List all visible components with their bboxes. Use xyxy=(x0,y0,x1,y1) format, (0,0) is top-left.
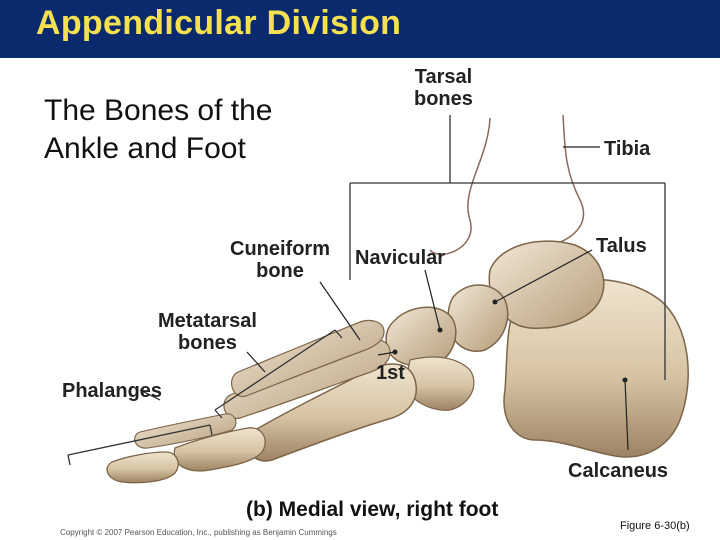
label-cuneiform-line-1: Cuneiform xyxy=(230,238,330,260)
label-talus: Talus xyxy=(596,235,647,257)
label-metatarsal-bones xyxy=(158,310,257,354)
label-navicular: Navicular xyxy=(355,247,446,269)
label-tarsal-line-2: bones xyxy=(414,88,473,110)
copyright-notice: Copyright © 2007 Pearson Education, Inc., publishing as Benjamin Cummings xyxy=(60,528,337,537)
figure-caption: (b) Medial view, right foot xyxy=(246,498,499,521)
label-metatarsal-line-2: bones xyxy=(178,332,237,354)
label-phalanges: Phalanges xyxy=(62,380,163,402)
subtitle-line-2: Ankle and Foot xyxy=(44,132,246,165)
navicular-bone xyxy=(448,285,508,351)
page-title: Appendicular Division xyxy=(36,4,402,42)
label-tarsal-line-1: Tarsal xyxy=(414,66,473,88)
subtitle-line-1: The Bones of the xyxy=(44,94,273,127)
figure-reference: Figure 6-30(b) xyxy=(620,520,690,532)
distal-phalanx-bone xyxy=(107,452,178,483)
label-tibia: Tibia xyxy=(604,138,651,160)
label-tarsal-bones xyxy=(414,66,473,110)
label-metatarsal-line-1: Metatarsal xyxy=(158,310,257,332)
label-calcaneus: Calcaneus xyxy=(568,460,669,482)
label-first: 1st xyxy=(376,362,405,384)
label-cuneiform-line-2: bone xyxy=(256,260,304,282)
label-cuneiform-bone xyxy=(230,238,330,282)
cuneiform-bone xyxy=(386,307,456,366)
tibia-outline xyxy=(430,115,584,254)
